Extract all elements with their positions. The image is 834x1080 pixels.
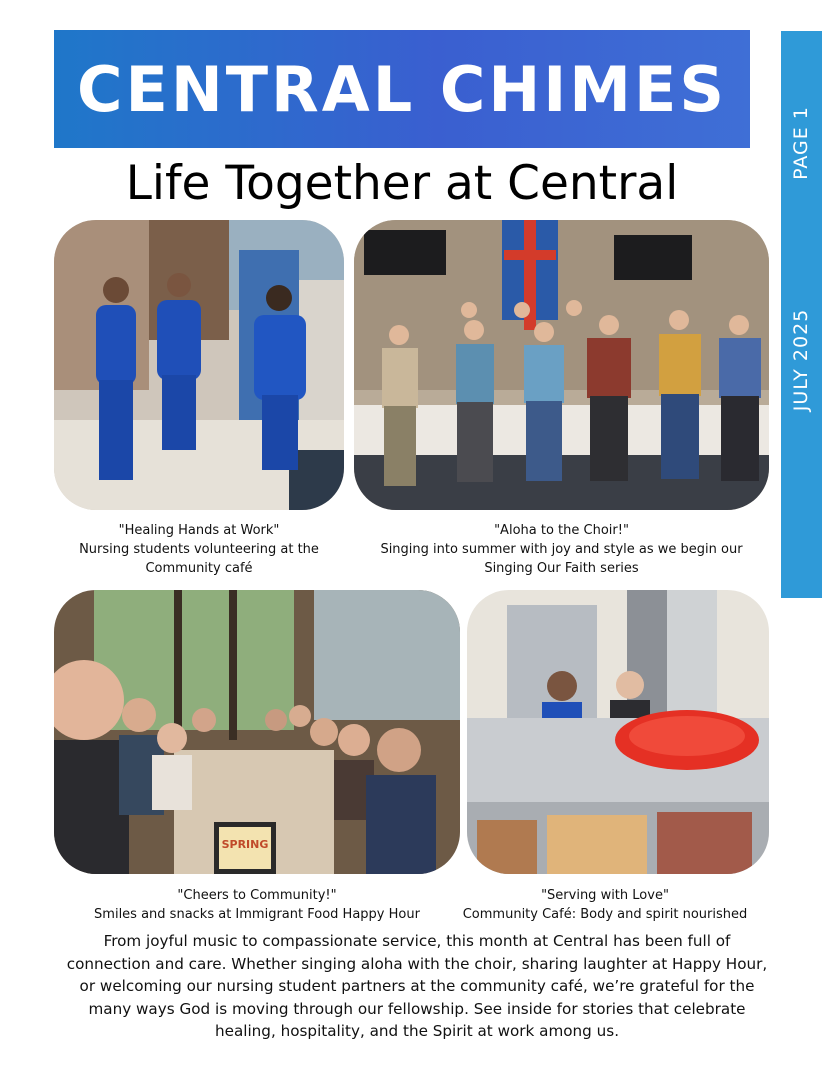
caption-title: "Healing Hands at Work" bbox=[118, 523, 280, 538]
photo-nursing-students bbox=[54, 220, 344, 510]
caption-line: Singing into summer with joy and style as we begin our bbox=[380, 542, 743, 557]
newsletter-title: CENTRAL CHIMES bbox=[76, 52, 727, 126]
caption-line: Singing Our Faith series bbox=[484, 561, 639, 576]
page-headline: Life Together at Central bbox=[125, 156, 679, 211]
photo-choir bbox=[354, 220, 769, 510]
caption-happy-hour bbox=[54, 886, 460, 924]
caption-title: "Aloha to the Choir!" bbox=[494, 523, 629, 538]
caption-nursing bbox=[54, 521, 344, 578]
page-label: PAGE 1 bbox=[790, 106, 812, 180]
masthead-banner bbox=[54, 30, 750, 148]
caption-line: Community Café: Body and spirit nourished bbox=[462, 907, 748, 922]
caption-title: "Serving with Love" bbox=[541, 888, 669, 903]
caption-line: Community café bbox=[145, 561, 253, 576]
caption-line: Nursing students volunteering at the bbox=[79, 542, 319, 557]
photo-happy-hour bbox=[54, 590, 460, 874]
intro-paragraph: From joyful music to compassionate service, this month at Central has been full of connection and care. Whether singing aloha with the choir, sharing laughter at Happy Hour, or welcoming our nursing student partners at the community café, we’re grateful for the many ways God is moving through our fellowship. See inside for stories that celebrate healing, hospitality, and the Spirit at work among us. bbox=[66, 932, 768, 1040]
caption-title: "Cheers to Community!" bbox=[177, 888, 337, 903]
issue-date: JULY 2025 bbox=[790, 308, 812, 412]
photo-serving bbox=[467, 590, 769, 874]
caption-line: Smiles and snacks at Immigrant Food Happy Hour bbox=[94, 907, 420, 922]
caption-choir bbox=[354, 521, 769, 578]
caption-serving bbox=[440, 886, 770, 924]
spring-sign-text: SPRING bbox=[221, 838, 269, 851]
